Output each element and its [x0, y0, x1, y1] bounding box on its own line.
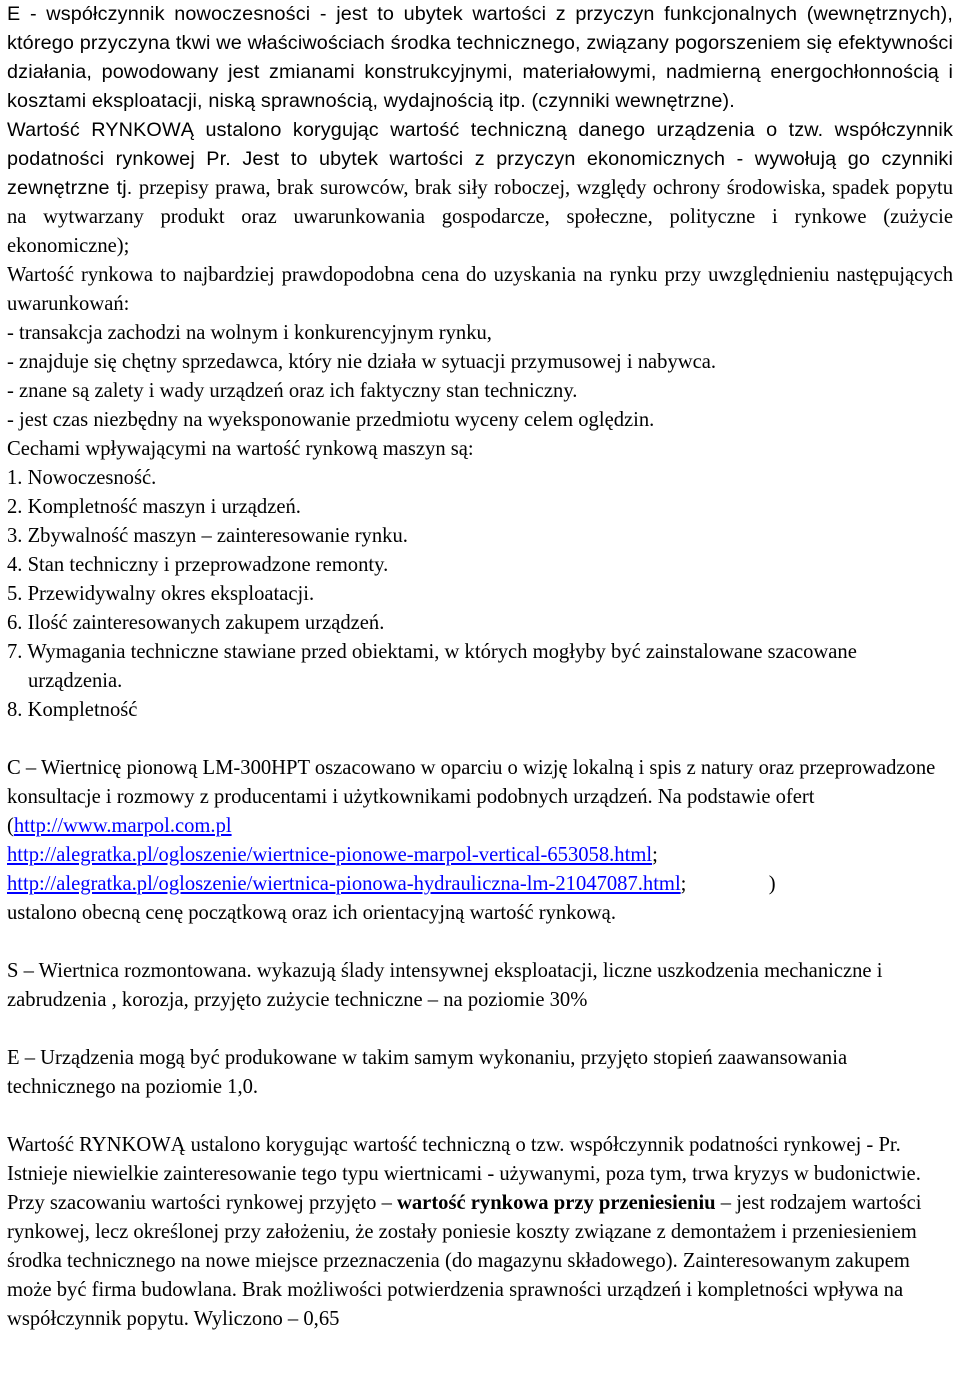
spacer	[7, 928, 953, 957]
modernity-coefficient-paragraph: E - współczynnik nowoczesności - jest to ubytek wartości z przyczyn funkcjonalnych (wewnętrznych), którego przyczyna tkwi we właściwościach środka technicznego, związany pogorszeniem się efektywności działania, powodowany jest zmianami konstrukcyjnymi, materiałowymi, nadmierną energochłonnością i kosztami eksploatacji, niską sprawnością, wydajnością itp. (czynniki wewnętrzne).	[7, 3, 953, 112]
link-separator: ;	[652, 844, 658, 866]
condition-item: - znane są zalety i wady urządzeń oraz ich faktyczny stan techniczny.	[7, 380, 578, 402]
alegratka-link-1[interactable]: http://alegratka.pl/ogloszenie/wiertnice-pionowe-marpol-vertical-653058.html	[7, 844, 653, 866]
market-value-paragraph	[7, 1131, 953, 1334]
section-e2-paragraph: E – Urządzenia mogą być produkowane w takim samym wykonaniu, przyjęto stopień zaawansowania technicznego na poziomie 1,0.	[7, 1047, 848, 1098]
market-susceptibility-serif-text: przepisy prawa, brak surowców, brak siły roboczej, względy ochrony środowiska, spadek popytu na wytwarzany produkt oraz uwarunkowania gospodarcze, społeczne, polityczne i rynkowe (zużycie ekonomiczne);	[7, 177, 954, 257]
alegratka-link-2[interactable]: http://alegratka.pl/ogloszenie/wiertnica-pionowa-hydrauliczna-lm-21047087.html	[7, 873, 681, 895]
market-value-text-b: – jest rodzajem wartości rynkowej, lecz określonej przy założeniu, że zostały poniesie koszty związane z demontażem i przeniesieniem środka technicznego na nowe miejsce przeznaczenia (do magazynu składowego). Zainteresowanym zakupem może być firma budowlana. Brak możliwości potwierdzenia sprawności urządzeń i kompletności wpływa na współczynnik popytu. Wyliczono – 0,65	[7, 1192, 922, 1330]
market-value-text-a: Wartość RYNKOWĄ ustalono korygując wartość techniczną o tzw. współczynnik podatności rynkowej - Pr. Istnieje niewielkie zainteresowanie tego typu wiertnicami - używanymi, poza tym, trwa kryzys w budonictwie. Przy szacowaniu wartości rynkowej przyjęto –	[7, 1134, 921, 1214]
section-s-paragraph: S – Wiertnica rozmontowana. wykazują ślady intensywnej eksploatacji, liczne uszkodzenia mechaniczne i zabrudzenia , korozja, przyjęto zużycie techniczne – na poziomie 30%	[7, 960, 883, 1011]
link-separator-close: ; )	[680, 873, 776, 895]
feature-item: 3. Zbywalność maszyn – zainteresowanie rynku.	[7, 525, 408, 547]
market-value-definition: Wartość rynkowa to najbardziej prawdopodobna cena do uzyskania na rynku przy uwzględnieniu następujących uwarunkowań:	[7, 264, 953, 315]
spacer	[7, 1015, 953, 1044]
condition-item: - transakcja zachodzi na wolnym i konkurencyjnym rynku,	[7, 322, 492, 344]
feature-item: 1. Nowoczesność.	[7, 467, 157, 489]
section-c-conclusion: ustalono obecną cenę początkową oraz ich orientacyjną wartość rynkową.	[7, 902, 616, 924]
marpol-link[interactable]: http://www.marpol.com.pl	[13, 815, 232, 837]
feature-item: 5. Przewidywalny okres eksploatacji.	[7, 583, 315, 605]
feature-item: 2. Kompletność maszyn i urządzeń.	[7, 496, 301, 518]
spacer	[7, 1102, 953, 1131]
condition-item: - znajduje się chętny sprzedawca, który nie działa w sytuacji przymusowej i nabywca.	[7, 351, 717, 373]
section-c-intro-text: C – Wiertnicę pionową LM-300HPT oszacowano w oparciu o wizję lokalną i spis z natury oraz przeprowadzone konsultacje i rozmowy z producentami i użytkownikami podobnych urządzeń. Na podstawie ofert (	[7, 757, 936, 837]
market-value-bold-term: wartość rynkowa przy przeniesieniu	[397, 1192, 716, 1214]
feature-item: 8. Kompletność	[7, 699, 138, 721]
market-susceptibility-sans-text: Wartość RYNKOWĄ ustalono korygując wartość techniczną danego urządzenia o tzw. współczynnik podatności rynkowej Pr. Jest to ubytek wartości z przyczyn ekonomicznych - wywołują go czynniki zewnętrzne tj.	[7, 119, 953, 199]
section-c-paragraph	[7, 754, 953, 928]
condition-item: - jest czas niezbędny na wyeksponowanie przedmiotu wyceny celem oględzin.	[7, 409, 655, 431]
feature-item: 6. Ilość zainteresowanych zakupem urządzeń.	[7, 612, 385, 634]
features-heading: Cechami wpływającymi na wartość rynkową maszyn są:	[7, 438, 474, 460]
feature-item: 4. Stan techniczny i przeprowadzone remonty.	[7, 554, 389, 576]
market-susceptibility-paragraph	[7, 116, 953, 261]
spacer	[7, 725, 953, 754]
feature-item: 7. Wymagania techniczne stawiane przed obiektami, w których mogłyby być zainstalowane szacowane urządzenia.	[7, 641, 857, 692]
